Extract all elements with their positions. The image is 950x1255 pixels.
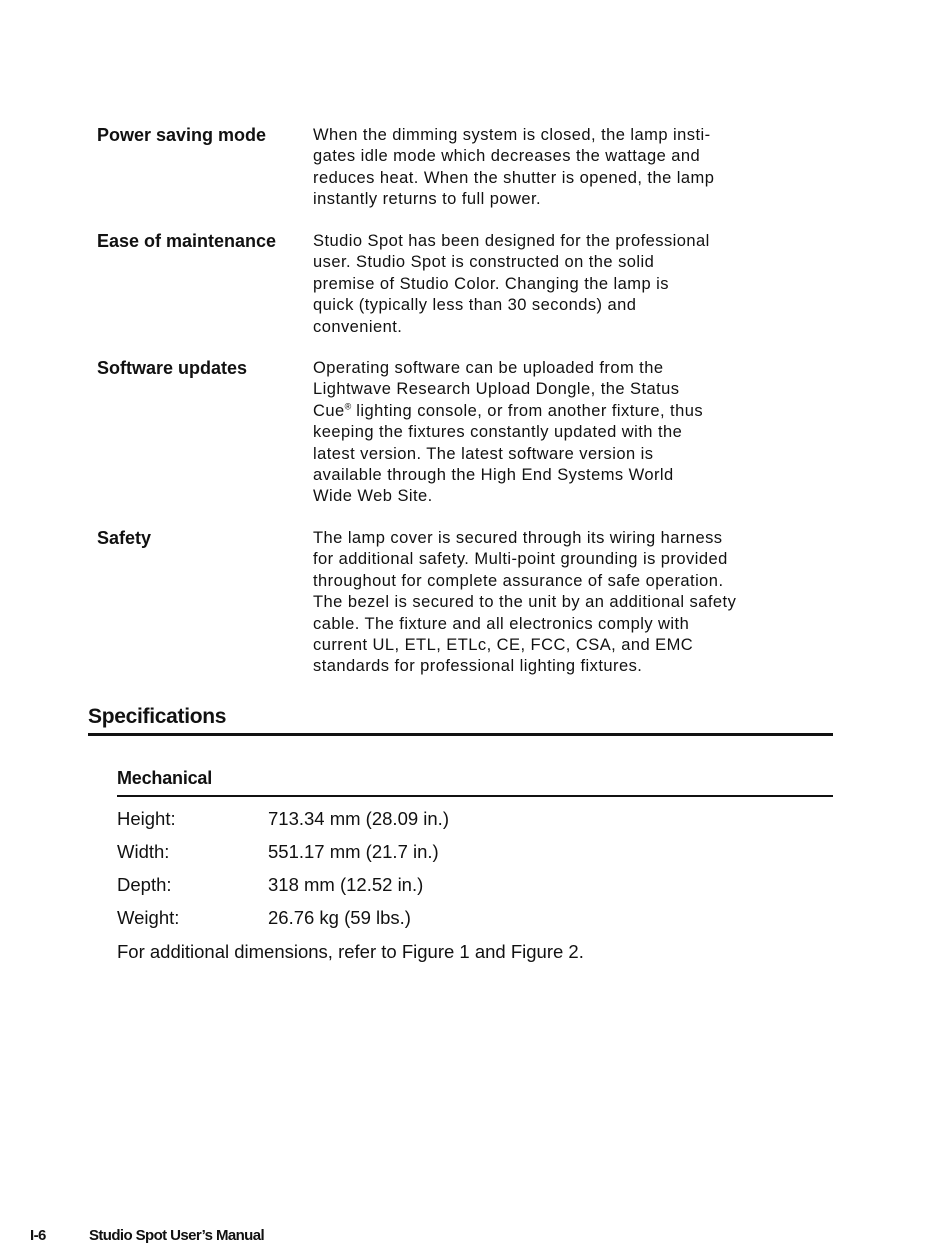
feature-term: Software updates <box>97 358 248 378</box>
feature-description <box>313 358 783 508</box>
feature-description: The lamp cover is secured through its wiring harness for additional safety. Multi-point grounding is provided throughout for complete assurance of safe operation. The bezel is secured to the unit by an additional safety cable. The fixture and all electronics comply with current UL, ETL, ETLc, CE, FCC, CSA, and EMC standards for professional lighting fixtures. <box>313 529 737 676</box>
spec-label: Weight: <box>117 907 180 928</box>
spec-value: 713.34 mm (28.09 in.) <box>268 808 449 829</box>
spec-label: Depth: <box>117 874 172 895</box>
mechanical-heading: Mechanical <box>117 768 213 788</box>
specifications-heading: Specifications <box>88 705 227 728</box>
mechanical-divider <box>117 795 833 797</box>
manual-title: Studio Spot User’s Manual <box>89 1227 265 1244</box>
page-number: I-6 <box>30 1227 46 1244</box>
feature-description: Studio Spot has been designed for the professional user. Studio Spot is constructed on the solid premise of Studio Color. Changing the lamp is quick (typically less than 30 seconds) and convenient. <box>313 232 710 336</box>
specifications-divider <box>88 733 833 736</box>
spec-value: 551.17 mm (21.7 in.) <box>268 841 439 862</box>
feature-term: Ease of maintenance <box>97 231 277 251</box>
feature-term: Safety <box>97 528 152 548</box>
description-text-start: Operating software can be uploaded from the Lightwave Research Upload Dongle, the Status Cue <box>313 359 680 420</box>
spec-label: Width: <box>117 841 170 862</box>
spec-label: Height: <box>117 808 176 829</box>
feature-term: Power saving mode <box>97 125 267 145</box>
spec-value: 318 mm (12.52 in.) <box>268 874 424 895</box>
spec-value: 26.76 kg (59 lbs.) <box>268 907 411 928</box>
dimensions-note: For additional dimensions, refer to Figure 1 and Figure 2. <box>117 941 584 962</box>
registered-trademark-mark: ® <box>344 401 352 412</box>
feature-description: When the dimming system is closed, the lamp insti- gates idle mode which decreases the wattage and reduces heat. When the shutter is opened, the lamp instantly returns to full power. <box>313 126 715 209</box>
description-text-end: lighting console, or from another fixture, thus keeping the fixtures constantly updated with the latest version. The latest software version is available through the High End Systems World Wide Web Site. <box>313 401 704 506</box>
